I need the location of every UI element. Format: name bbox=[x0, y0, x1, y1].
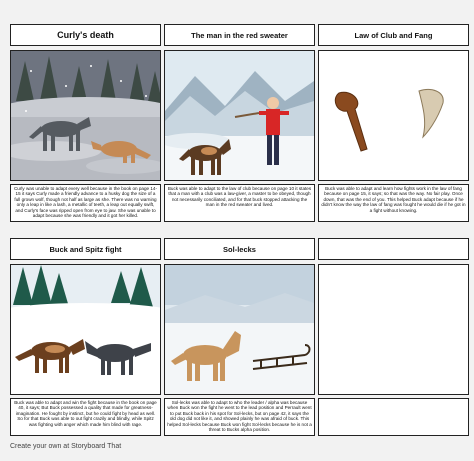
scene-sol-lecks bbox=[164, 264, 315, 395]
storyboard-credit[interactable]: Create your own at Storyboard That bbox=[10, 443, 122, 450]
scene-curly-death bbox=[10, 50, 161, 181]
cell-description: Sol-lecks was able to adapt to who the leader / alpha was because when Buck won the fight he went to the lead position and Perrault went to put Buck back in his spot for Sol-lecks, but on page 42, it says the old dog did not like it, and showed plainly he was afraid of buck. This helped Sol-lecks because Buck won fight Sol-lecks because he is not a threat to Bucks alpha position. bbox=[164, 398, 315, 436]
cell-title: The man in the red sweater bbox=[164, 24, 315, 46]
cell-title: Sol-lecks bbox=[164, 238, 315, 260]
cell-description: Curly was unable to adapt every well because in the book on page 14-15 it says Curly made a friendly advance to a husky dog the size of a full grown wolf, though not half as large as she. There was no warning only a leap in like a lash, a metallic of teeth, a leap out equally swift, and Curly's face was ripped open from eye to jaw. She was unable to adapt because she was friendly and it got her killed. bbox=[10, 184, 161, 222]
scene-buck-spitz-fight bbox=[10, 264, 161, 395]
cell-description: Buck was able to adapt and learn how fights work in the law of fang because on page 15, it says; so that was the way. No fair play. Once down, that was the end of you. This helped Buck adapt because if he didn't know the way the law of fang was fought he would die if he got in a fight without knowing. bbox=[318, 184, 469, 222]
empty-scene bbox=[318, 264, 469, 395]
scene-man-red-sweater bbox=[164, 50, 315, 181]
cell-title: Buck and Spitz fight bbox=[10, 238, 161, 260]
cell-title bbox=[318, 238, 469, 260]
scene-club-and-fang bbox=[318, 50, 469, 181]
cell-description bbox=[318, 398, 469, 436]
cell-description: Buck was able to adapt and win the fight because in the book on page 40, it says; But Buck possessed a quality that made for greatness- imagination. He fought by instinct, but he could fight by head as well. So for that Buck was able to out fight crazily and blindly, while Spitz was fighting with anger which made him blind with rage. bbox=[10, 398, 161, 436]
cell-title: Curly's death bbox=[10, 24, 161, 46]
cell-title: Law of Club and Fang bbox=[318, 24, 469, 46]
cell-description: Buck was able to adapt to the law of club because on page 10 it states that a man with a club was a law-giver, a master to be obeyed, though not necessarily conciliated, and for that buck stopped attacking the man in the red sweater and lived. bbox=[164, 184, 315, 222]
